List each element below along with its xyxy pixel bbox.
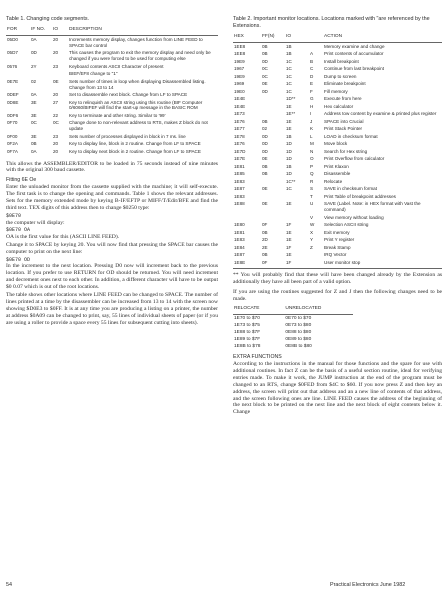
table-cell: 3E [31,99,37,105]
table-cell: V [310,214,314,220]
table1-header-row [6,26,218,36]
left-column [6,0,218,328]
table-cell: Eliminate breakpoint [324,81,366,87]
table-cell: 02 [262,126,268,132]
table-cell: 1E70 to $70 [234,315,260,321]
table-cell: 1EE8 [234,51,246,57]
table2-row [233,221,442,229]
table-cell: Hex calculator [324,103,354,109]
table-cell: SAVE in checksum format [324,186,378,192]
table-cell: Install breakpoint [324,58,359,64]
table-cell: Print Y register [324,237,355,243]
table2-header-row [233,33,442,43]
table2-header: ACTION [323,33,442,43]
table2-row [233,186,442,194]
relocate-body [233,315,353,351]
table-cell [309,43,323,51]
relocate-row [233,329,353,336]
table-cell: 0C [31,120,37,126]
table-cell: 1E** [286,111,296,117]
table-cell: Break Stamp [324,244,351,250]
relocate-header-row [233,305,353,315]
table-cell [30,70,52,78]
table-cell: 1E88 [234,201,245,207]
table-cell: 1C [286,58,292,64]
table-cell: 0E [53,78,59,84]
table2-row [233,73,442,81]
table-cell: 0C [262,66,268,72]
table-cell: A [310,51,314,57]
table-cell: K [310,126,314,132]
relocate-header: RELOCATE [233,305,284,315]
table-cell: 1B [286,133,292,139]
table-cell: 0F2A [7,141,18,147]
table2-row [233,51,442,59]
table-cell: 1D [286,148,292,154]
table-cell: 1E [286,126,292,132]
table-cell [261,178,285,186]
table-cell: SAVE (Label. Note: in HEX format with Vast the command) [324,201,421,213]
relocate-row [233,322,353,329]
table1-row [6,91,218,99]
table-cell: 05D7 [7,50,18,56]
table2-row [233,201,442,214]
table-cell: 1967 [234,66,245,72]
table2-row [233,58,442,66]
relocate-row [233,343,353,350]
table-cell: 1E [286,237,292,243]
table-cell: 0576 [7,63,18,69]
code-line: $0E70 OD [6,256,31,263]
relocate-table [233,305,353,350]
table-cell: S [310,186,314,192]
table-cell: User monitor stop [324,259,361,265]
table2-header: FF(N) [261,33,285,43]
table2-row [233,178,442,186]
table-cell: 1E87 [234,186,245,192]
table-cell: 1E76 [234,118,245,124]
table-cell: 1C** [286,178,296,184]
table-cell: 0D [262,141,268,147]
table-cell: 1E4E [234,96,246,102]
table-cell: 0B [31,141,37,147]
table-cell: Change done to non-relevant address to RTS, makes Z block do not update [69,120,208,132]
table1-row [6,148,218,156]
table-cell: 1E [286,201,292,207]
table-cell: 19E0 [234,88,245,94]
table-cell: Key to display line, block in 2 routine. Change from LF to SPACE [69,141,201,147]
table-cell: 1B [286,51,292,57]
table-cell: 22 [53,112,59,118]
table-cell: 1E78 [234,133,245,139]
table-cell: 1C [286,88,292,94]
table-cell: 1E81 [234,229,245,235]
table-cell: 1C [286,66,292,72]
table-cell: 0C [262,73,268,79]
paragraph: If you are using the routines suggested for Z and J then the following changes need to be made. [233,289,442,303]
table-cell: 0F [262,222,268,228]
table-cell: 1E73 [234,111,245,117]
table2-row [233,103,442,111]
table-cell: 0E88 to $80 [285,329,312,335]
table-cell: 0E73 to $80 [285,322,312,328]
table-cell: 1E [286,118,292,124]
table-cell: BIEF/EF8 change to "1" [69,71,118,77]
table-cell: 20 [53,50,59,56]
table-cell: This causes the program to exit the memory display and need only be changed if you were forced to be used for computing else [69,50,211,62]
table-cell: Print Klaxon [324,163,349,169]
table-cell: 1E76 [234,141,245,147]
table-cell: 1F [286,259,292,265]
table-cell: 0B [262,163,268,169]
table-cell: 20 [53,92,59,98]
table-cell [309,251,323,259]
table2 [233,33,442,266]
table2-row [233,43,442,51]
table-cell: View memory without loading [324,214,384,220]
publication-footer: Practical Electronics June 1982 [330,582,406,588]
table-cell: IRQ Vector [324,252,347,258]
table-cell: 1E8E [234,259,246,265]
right-column [233,0,442,417]
table-cell: 02 [31,78,37,84]
table1-header: DESCRIPTION [68,26,218,36]
table2-row [233,66,442,74]
relocate-row [233,336,353,343]
table-cell: Print Stack Pointer [324,126,363,132]
table-cell: 1E77 [234,126,245,132]
table-cell: 0D [262,88,268,94]
table-cell: Dump to screen [324,73,357,79]
table1-row [6,120,218,133]
right-body [233,272,442,416]
code-line: $0E70 OA [6,227,31,234]
table-cell: 1E88 to $7F [234,329,261,335]
table-cell: 0B [262,51,268,57]
table-cell: 0A [31,92,37,98]
table2-row [233,141,442,149]
table-cell: Key to display next block in 2 routine. Change from LF to SPACE [69,148,201,154]
table-cell: 1EE8 [234,43,246,49]
table-cell: 1E8B to $78 [234,343,261,349]
table-cell: 0DEF [7,92,19,98]
table1-row [6,63,218,71]
table-cell: Continue from last breakpoint [324,66,385,72]
table-cell: 19E9 [234,58,245,64]
table-cell: Fill memory [324,88,348,94]
left-body [6,161,218,327]
table-cell: D [310,73,314,79]
table-cell: Y [310,237,314,243]
table-cell: Key to relinquish an ASCII string using this routine (BIF Computer 0/6060/BIFEF will find the start-up message in the BASIC ROM [69,99,203,111]
table2-caption: Table 2. Important monitor locations. Locations marked with "are referenced by the Extensions. [233,16,430,29]
table-cell: 1D [286,171,292,177]
table-note: ** You will probably find that these will have been changed already by the Extension as additionally they have all been part of a valid option. [233,272,442,286]
table-cell: 1D [286,141,292,147]
table-cell: 0F00 [7,133,18,139]
table-cell: 3E [31,133,37,139]
table-cell: Execute from here [324,96,362,102]
table-cell: 05D0 [7,36,18,42]
table-cell: 0F7A [7,148,18,154]
table1-row [6,141,218,149]
table-cell: Print Overflow from calculator [324,156,385,162]
table-cell: 0A [31,36,37,42]
table2-row [233,126,442,134]
table-cell: Set to disassemble next block. Change from LF to SPACE [69,92,188,98]
table-cell: O [310,156,314,162]
table-cell: 1F [286,222,292,228]
table-cell: I [310,111,312,117]
table1-header: FOR [6,26,30,36]
table2-body [233,43,442,267]
table2-row [233,118,442,126]
table-cell: 1C [286,186,292,192]
table2-row [233,229,442,237]
table1-header: IO [52,26,68,36]
table-cell: 0D8E [7,99,19,105]
table-cell: 0B [262,171,268,177]
table-cell [6,70,30,78]
table-cell: 1E80 [234,222,245,228]
table-cell: Relocate [324,178,343,184]
table-cell: 1E [286,229,292,235]
table1-row [6,99,218,112]
table-cell [261,111,285,119]
table2-header: IO [285,33,309,43]
table-cell: 1F [286,244,292,250]
table-cell: Print Table of breakpoint addresses [324,193,396,199]
table-cell: 1C [286,81,292,87]
table-cell [261,103,285,111]
table2-row [233,111,442,119]
table2-row [233,171,442,179]
table-cell [261,96,285,104]
table-cell: 0E [262,186,268,192]
table-cell: 0E70 to $70 [285,315,312,321]
table-cell: Exit memory [324,229,350,235]
table-cell: 27 [53,99,59,105]
table-cell: 20 [53,36,59,42]
table-cell: B [310,58,314,64]
table-cell: Search for Hex string [324,148,368,154]
relocate-row [233,315,353,323]
table-cell [261,193,285,201]
table-cell: 2E [262,244,268,250]
table1-row [6,112,218,120]
table-cell: 0E [262,201,268,207]
table1-row [6,78,218,91]
table-cell [52,70,68,78]
table-cell: 1E83 [234,237,245,243]
table1-row [6,36,218,50]
table2-row [233,236,442,244]
table-cell: 1C [286,73,292,79]
table-cell: 1E4E [234,103,246,109]
table-cell: Print contents of accumulator [324,51,384,57]
table-cell: Keyboard contents ASCII Character of present [69,63,164,69]
table-cell: 0B [262,252,268,258]
paragraph: OA is the first value for this (ASCII LINE FEED). [6,234,120,241]
table-cell: 20 [53,148,59,154]
table-cell: 0B [262,43,268,49]
table-cell: 1B [286,163,292,169]
table-cell: 3E [31,112,37,118]
table2-row [233,96,442,104]
table2-header [309,33,323,43]
table-cell: 1E83 [234,178,245,184]
table-cell: 1E [286,103,292,109]
table2-row [233,133,442,141]
table-cell: 2D [262,237,268,243]
table-cell: 1E73 to $75 [234,322,260,328]
section-heading: EXTRA FUNCTIONS [233,354,282,361]
table-cell: LOAD in checksum format [324,133,378,139]
table-cell: 1B [286,43,292,49]
table-cell [261,214,285,222]
table-cell: 1D** [286,96,296,102]
table-cell: Q [310,171,314,177]
table-cell: M [310,141,314,147]
table1 [6,26,218,156]
table-cell: H [310,103,314,109]
table-cell: Address tow content by examine & printed plus register [324,111,437,117]
table-cell: T [310,193,313,199]
table2-row [233,244,442,252]
table-cell [285,214,309,222]
paragraph: Enter the unloaded monitor from the cassette supplied with the machine; it will self-execute. The first task is to change the opening and commands. Table 1 shows the relevant addresses. Sets for the memory extended mode by keying B-IF/EFTP or MIFF/T/Edit/BFE and find the third text. TEX digits of this address then to change $0250 type: [6,184,218,212]
table-cell: J [310,118,313,124]
table-cell: 0B [262,118,268,124]
paragraph: In the increment to the next location. Pressing D0 now will increment back to the previous location. If you prefer to use RETURN for OD should be returned. You will need increment and decrement ones next to each other. In addition, a different character will have to be output $0 0.07 which is out of the root locations. [6,263,218,291]
table1-row [6,70,218,78]
table2-bottom-rule [233,268,442,269]
table-cell: SPACE into Crucial [324,118,364,124]
table-cell: Increments memory display, changes function from LINE FEED to SPACE bar control [69,36,203,48]
table2-header: HEX [233,33,261,43]
table2-row [233,193,442,201]
table-cell: 0E89 to $80 [285,336,312,342]
table-cell: Z [310,244,313,250]
table-cell: 1E81 [234,163,245,169]
table1-body [6,36,218,156]
table-cell: Sets number of processes displayed in block in 7 ms. line [69,133,186,139]
table-cell: 1E84 [234,244,245,250]
table2-row [233,259,442,267]
table-cell: Memory examine and change [324,43,385,49]
table2-row [233,214,442,222]
page-number: 54 [6,582,12,588]
table-cell: P [310,163,314,169]
table-cell: 1E89 to $7F [234,336,261,342]
table-cell: X [310,229,314,235]
table-cell: Move block [324,141,348,147]
table-cell: 1D [286,156,292,162]
table-cell: W [310,222,315,228]
table-cell: R [310,178,314,184]
table-cell: Key to terminate and other string. Similar to '99' [69,112,166,118]
table-cell: 1969 [234,81,245,87]
table-cell: Disassemble [324,171,351,177]
table-cell: 0A [31,148,37,154]
paragraph: the computer will display: [6,219,65,226]
table-cell: 0E [262,156,268,162]
table-cell: 2Y [31,63,37,69]
table2-row [233,251,442,259]
table-cell: 0E7E [7,78,19,84]
table-cell [233,214,261,222]
table-cell: 0F [262,259,268,265]
table-cell: C [310,66,314,72]
table-cell: 23 [53,63,59,69]
table-cell: 0F70 [7,120,18,126]
table-cell: 0D [31,50,37,56]
table-cell: 0E [262,81,268,87]
table-cell: 0D [262,133,268,139]
table2-row [233,148,442,156]
table-cell: 20 [53,141,59,147]
table-cell: 1E83 [234,193,245,199]
table-cell: Selection ASCII string [324,222,369,228]
code-line: $0E70 [6,212,22,219]
table-cell: 1E7E [234,156,246,162]
table2-row [233,81,442,89]
table-cell: 1E7D [234,148,246,154]
table-cell: 1E85 [234,171,245,177]
table2-row [233,156,442,164]
table-cell: 0D [262,148,268,154]
paragraph: Change it to SPACE by keying 20. You will now find that pressing the SPACE bar causes the computer to print on the next line: [6,241,218,255]
table-cell: Sets number of times in loop when displaying Disassembled listing. Change from 13 to 14 [69,78,206,90]
table1-caption: Table 1. Changing code segments. [6,16,90,22]
table-cell: U [310,201,314,207]
table-cell: 19E9 [234,73,245,79]
section-heading: Fitting 6E Oe [6,177,37,184]
table-cell [285,193,309,201]
table-cell: 0DF6 [7,112,19,118]
relocate-header: UNRELOCATED [284,305,353,315]
table-cell: L [310,133,313,139]
table-cell: 0B [262,229,268,235]
table2-row [233,88,442,96]
table-cell: F [310,88,313,94]
table-cell: 1E87 [234,252,245,258]
table-cell [309,259,323,267]
table-cell: E [310,81,314,87]
table-cell: G [310,96,314,102]
paragraph: According to the instructions in the manual for those functions and the spare for use with additional routines. In fact Z can be the basis of a useful section routine, ideal for verifying entries made. To make it work, the JUMP instruction at the end of the program must be changed to an RTS, change $0FED from $4C to $60. If you now press Z and then key an address, the screen will print out that address and an a new line of contents of that address, and the screen following ones are line. LINE FEED causes the address of the beginning of the next block to be printed on the next line and the next block of eight contents below it. Change [233,361,442,416]
table-cell: 0C [53,120,59,126]
table1-row [6,133,218,141]
paragraph: This allows the ASSEMBLER/EDITOR to be loaded in 75 seconds instead of nine minutes with the original 300 baud cassette. [6,160,218,174]
table2-row [233,163,442,171]
table1-header: IF NO. [30,26,52,36]
table-cell: 23 [53,133,59,139]
table-cell: 0D [262,58,268,64]
table-cell: 1E [286,252,292,258]
table-cell: N [310,148,314,154]
table-cell: 0E8B to $80 [285,343,312,349]
table1-row [6,49,218,62]
paragraph: The table shows other locations where LINE FEED can be changed to SPACE. The number of lines printed at a time by the disassembler can be increased from 13 to 14 with the screen now showing $D0E3 to $0FF. It is at any time you are producing a listing on a printer, the number at address $0A09 can be changed to print, say, 55 lines of individual sheets of paper (or if you are using a roller to provide a space every 55 lines for subsequent cutting into sheets). [6,292,218,326]
